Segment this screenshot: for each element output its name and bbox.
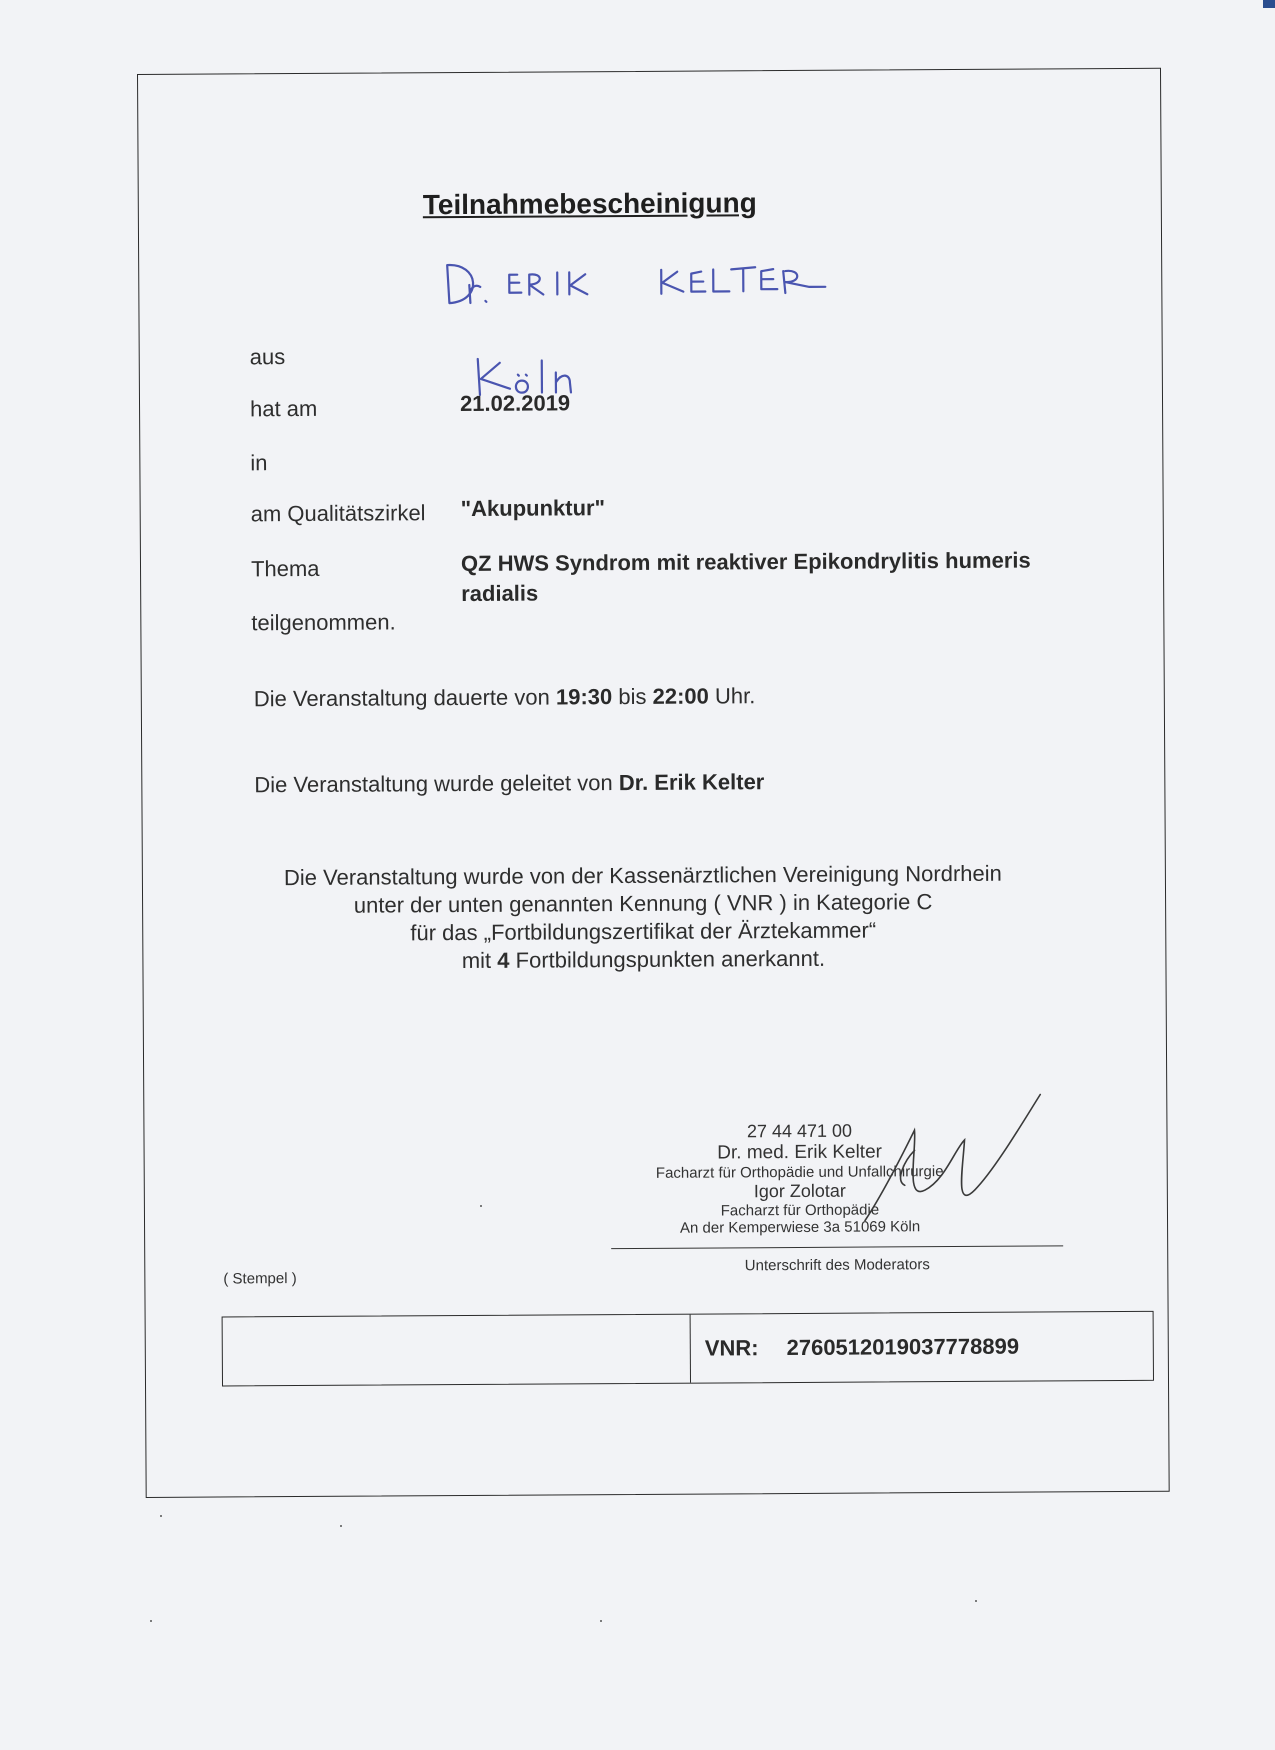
leader-line xyxy=(254,769,764,798)
certificate-frame xyxy=(137,68,1170,1498)
scan-speck xyxy=(975,1600,977,1602)
date-label: hat am xyxy=(249,395,318,422)
in-label: in xyxy=(250,450,268,476)
handwritten-participant-name xyxy=(439,251,869,314)
vnr-cell xyxy=(691,1312,1153,1383)
signature-line xyxy=(611,1245,1063,1249)
recognition-line3: für das „Fortbildungszertifikat der Ärztekammer“ xyxy=(410,917,877,946)
stempel-label: ( Stempel ) xyxy=(223,1270,297,1288)
topic-label: Thema xyxy=(250,555,320,582)
duration-line xyxy=(254,683,756,712)
recognition-line4 xyxy=(203,943,1083,976)
vnr-value: 2760512019037778899 xyxy=(786,1333,1020,1361)
aus-label: aus xyxy=(249,344,286,370)
recognition-paragraph xyxy=(203,859,1084,976)
recognition-line4-prefix: mit xyxy=(461,947,492,974)
stamp-number: 27 44 471 00 xyxy=(746,1120,853,1142)
moderator-signature xyxy=(844,1089,1045,1240)
scan-speck xyxy=(340,1525,342,1527)
leader-prefix: Die Veranstaltung wurde geleitet von xyxy=(254,770,613,798)
vnr-empty-cell xyxy=(223,1315,691,1386)
scan-speck xyxy=(600,1620,602,1622)
duration-end: 22:00 xyxy=(652,683,709,709)
duration-prefix: Die Veranstaltung dauerte von xyxy=(253,684,550,712)
moderator-label: Unterschrift des Moderators xyxy=(744,1256,930,1275)
stamp-doctor1: Dr. med. Erik Kelter xyxy=(717,1141,883,1164)
topic-value-line2: radialis xyxy=(461,580,539,607)
stamp-doctor2: Igor Zolotar xyxy=(753,1180,846,1202)
scan-edge-mark xyxy=(1263,0,1275,8)
scan-speck xyxy=(480,1205,482,1207)
scan-speck xyxy=(150,1620,152,1622)
recognition-line1: Die Veranstaltung wurde von der Kassenärztlichen Vereinigung Nordrhein xyxy=(283,860,1002,891)
vnr-label: VNR: xyxy=(704,1335,759,1361)
date-value: 21.02.2019 xyxy=(459,390,571,417)
circle-value: "Akupunktur" xyxy=(460,495,606,522)
stamp-doctor2-title: Facharzt für Orthopädie xyxy=(720,1201,880,1220)
recognition-line4-suffix: Fortbildungspunkten anerkannt. xyxy=(515,945,826,973)
stamp-address: An der Kemperwiese 3a 51069 Köln xyxy=(679,1218,921,1237)
circle-label: am Qualitätszirkel xyxy=(250,500,426,527)
duration-start: 19:30 xyxy=(555,684,613,710)
duration-middle: bis xyxy=(618,683,647,710)
stamp-doctor1-title: Facharzt für Orthopädie und Unfallchirurgie xyxy=(655,1163,944,1182)
duration-suffix: Uhr. xyxy=(714,683,756,709)
participated-label: teilgenommen. xyxy=(251,609,396,636)
recognition-line2: unter der unten genannten Kennung ( VNR ) in Kategorie C xyxy=(353,889,933,918)
topic-value-line1: QZ HWS Syndrom mit reaktiver Epikondrylitis humeris xyxy=(460,547,1031,577)
vnr-box xyxy=(222,1311,1154,1387)
leader-name: Dr. Erik Kelter xyxy=(618,769,765,796)
document-title: Teilnahmebescheinigung xyxy=(422,187,757,221)
scan-speck xyxy=(160,1515,162,1517)
recognition-points: 4 xyxy=(497,947,510,973)
